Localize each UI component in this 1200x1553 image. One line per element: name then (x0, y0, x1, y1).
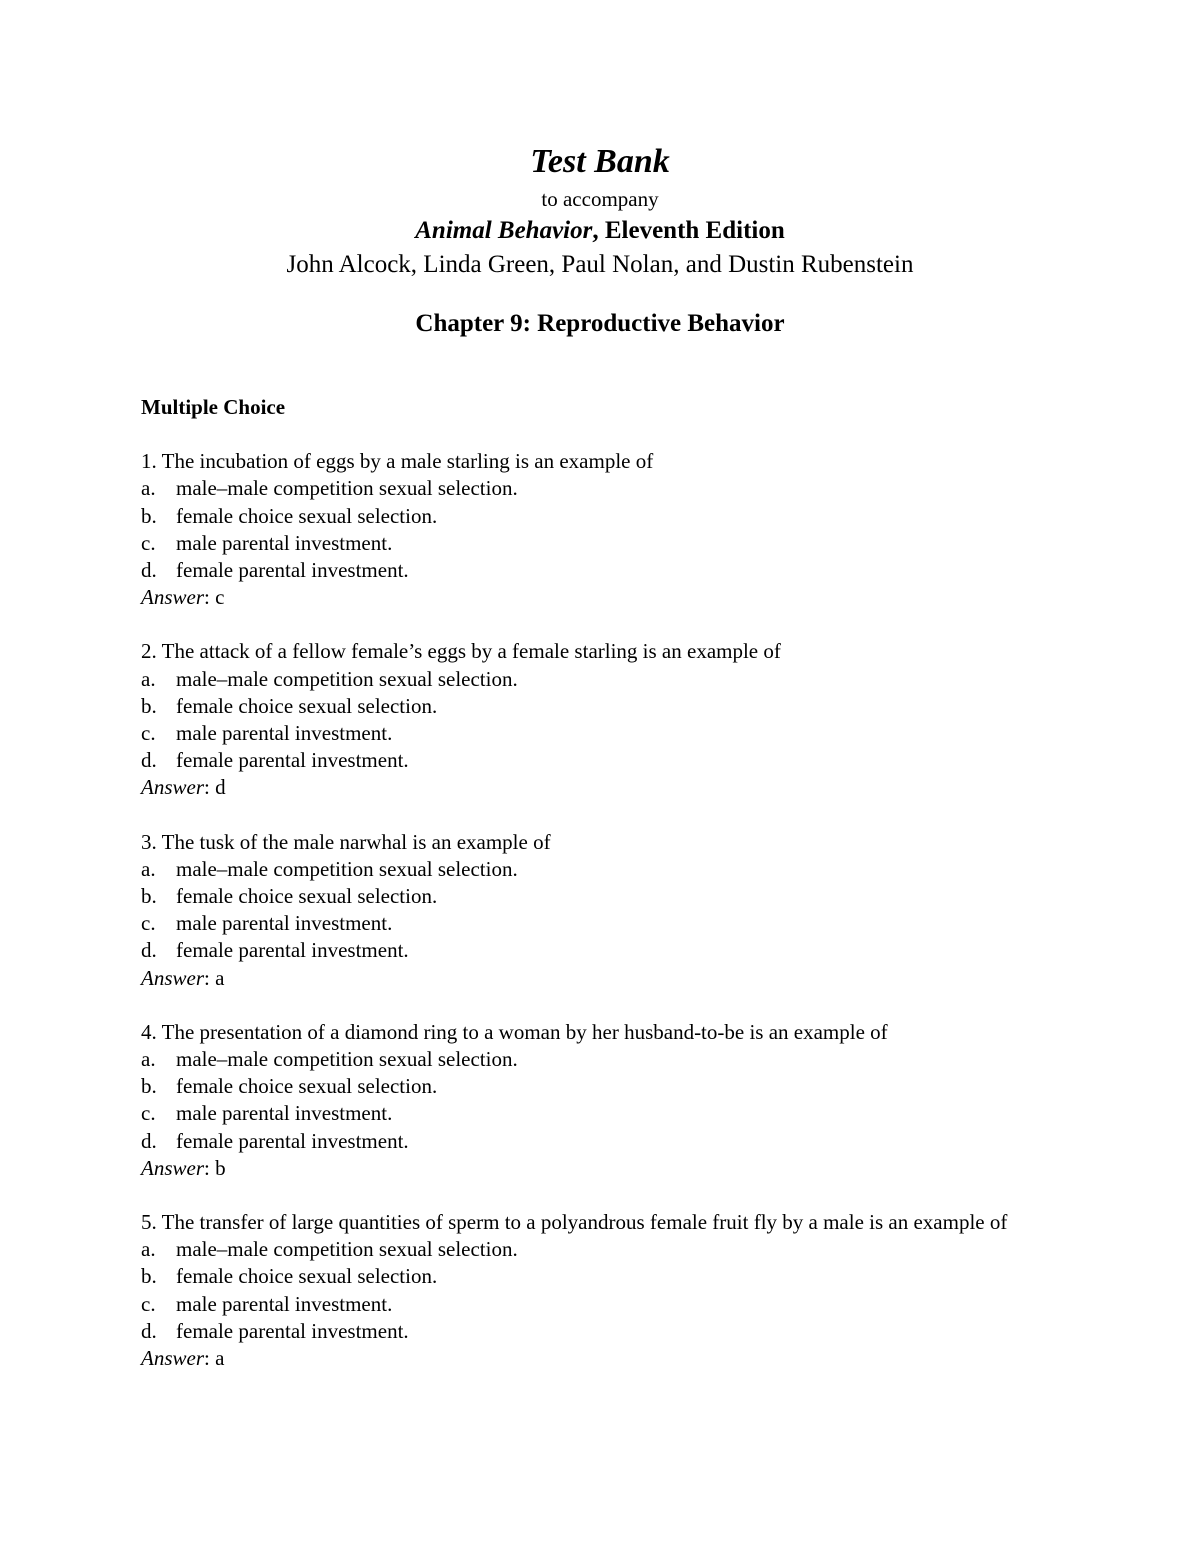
answer-key (141, 965, 1021, 992)
option-text: female choice sexual selection. (176, 1074, 438, 1099)
answer-value: : a (204, 965, 225, 990)
question-4 (141, 1019, 1021, 1182)
answer-key (141, 584, 1021, 611)
answer-option (141, 1046, 1021, 1073)
option-text: male–male competition sexual selection. (176, 666, 518, 691)
answer-option (141, 856, 1021, 883)
option-text: male parental investment. (176, 530, 393, 555)
option-text: female parental investment. (176, 1318, 409, 1343)
option-text: female parental investment. (176, 558, 409, 583)
answer-option (141, 747, 1021, 774)
option-letter: a. (141, 1047, 156, 1072)
question-stem: 2. The attack of a fellow female’s eggs by a female starling is an example of (141, 639, 781, 664)
option-letter: c. (141, 530, 156, 555)
answer-option (141, 666, 1021, 693)
answer-label: Answer (141, 1155, 204, 1180)
question-2 (141, 638, 1021, 801)
answer-option (141, 1236, 1021, 1263)
book-edition: , Eleventh Edition (592, 217, 785, 244)
question-stem: 3. The tusk of the male narwhal is an example of (141, 829, 551, 854)
question-stem: 1. The incubation of eggs by a male starling is an example of (141, 449, 654, 474)
section-heading: Multiple Choice (141, 395, 286, 419)
question-5 (141, 1209, 1021, 1372)
option-letter: b. (141, 503, 157, 528)
option-letter: b. (141, 884, 157, 909)
answer-option (141, 530, 1021, 557)
answer-option (141, 1100, 1021, 1127)
answer-option (141, 1318, 1021, 1345)
option-text: female parental investment. (176, 748, 409, 773)
answer-option (141, 1291, 1021, 1318)
document-title: Test Bank (530, 143, 670, 180)
question-1 (141, 448, 1021, 611)
option-letter: d. (141, 938, 157, 963)
authors-line: John Alcock, Linda Green, Paul Nolan, and Dustin Rubenstein (286, 251, 914, 278)
answer-option (141, 693, 1021, 720)
option-text: female choice sexual selection. (176, 1264, 438, 1289)
answer-key (141, 1155, 1021, 1182)
document-header (0, 140, 1200, 341)
option-text: female choice sexual selection. (176, 503, 438, 528)
option-letter: d. (141, 748, 157, 773)
answer-value: : d (204, 775, 226, 800)
answer-key (141, 1345, 1021, 1372)
answer-value: : b (204, 1155, 226, 1180)
option-text: male parental investment. (176, 1101, 393, 1126)
chapter-title: Chapter 9: Reproductive Behavior (415, 310, 785, 337)
answer-value: : c (204, 585, 225, 610)
option-letter: b. (141, 1074, 157, 1099)
option-text: male parental investment. (176, 721, 393, 746)
option-text: female choice sexual selection. (176, 693, 438, 718)
answer-label: Answer (141, 775, 204, 800)
option-letter: d. (141, 1128, 157, 1153)
option-text: female parental investment. (176, 1128, 409, 1153)
question-stem: 5. The transfer of large quantities of sperm to a polyandrous female fruit fly by a male is an example of (141, 1210, 1008, 1235)
answer-option (141, 1128, 1021, 1155)
answer-option (141, 1263, 1021, 1290)
option-text: male–male competition sexual selection. (176, 1047, 518, 1072)
document-subtitle: to accompany (541, 187, 659, 211)
answer-option (141, 720, 1021, 747)
answer-option (141, 557, 1021, 584)
question-3 (141, 829, 1021, 992)
answer-label: Answer (141, 585, 204, 610)
option-text: female parental investment. (176, 938, 409, 963)
answer-label: Answer (141, 1346, 204, 1371)
option-letter: a. (141, 476, 156, 501)
answer-key (141, 774, 1021, 801)
option-text: male parental investment. (176, 1291, 393, 1316)
option-letter: c. (141, 1291, 156, 1316)
answer-option (141, 883, 1021, 910)
answer-option (141, 475, 1021, 502)
option-letter: d. (141, 1318, 157, 1343)
answer-option (141, 937, 1021, 964)
option-letter: d. (141, 558, 157, 583)
document-body (141, 394, 1021, 1399)
option-letter: c. (141, 1101, 156, 1126)
option-letter: c. (141, 911, 156, 936)
answer-option (141, 1073, 1021, 1100)
answer-value: : a (204, 1346, 225, 1371)
option-letter: c. (141, 721, 156, 746)
option-letter: a. (141, 1237, 156, 1262)
option-text: male parental investment. (176, 911, 393, 936)
option-letter: a. (141, 666, 156, 691)
option-text: female choice sexual selection. (176, 884, 438, 909)
book-line (0, 214, 1200, 248)
option-letter: b. (141, 693, 157, 718)
answer-option (141, 503, 1021, 530)
option-text: male–male competition sexual selection. (176, 856, 518, 881)
answer-label: Answer (141, 965, 204, 990)
option-letter: b. (141, 1264, 157, 1289)
answer-option (141, 910, 1021, 937)
option-text: male–male competition sexual selection. (176, 1237, 518, 1262)
book-title: Animal Behavior (415, 217, 593, 244)
option-letter: a. (141, 856, 156, 881)
question-stem: 4. The presentation of a diamond ring to a woman by her husband-to-be is an example of (141, 1019, 888, 1044)
option-text: male–male competition sexual selection. (176, 476, 518, 501)
